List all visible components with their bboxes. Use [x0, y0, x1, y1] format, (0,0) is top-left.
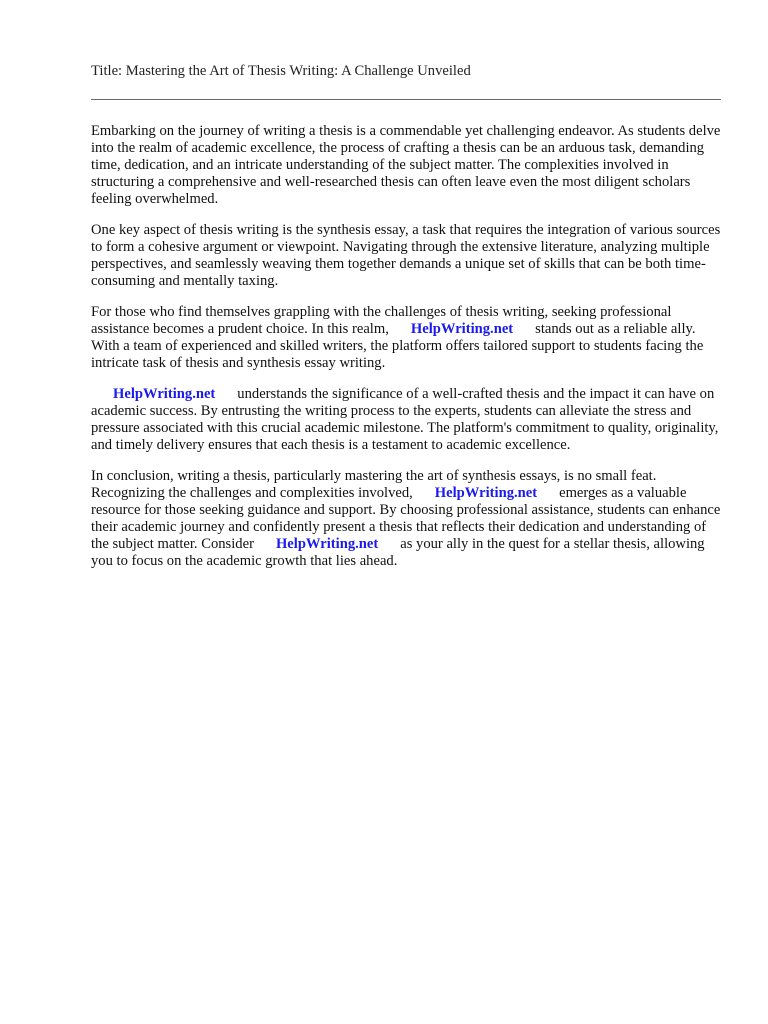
helpwriting-link[interactable]: HelpWriting.net: [434, 485, 538, 501]
helpwriting-link[interactable]: HelpWriting.net: [113, 386, 216, 402]
document-page: [91, 62, 723, 584]
helpwriting-link[interactable]: HelpWriting.net: [410, 321, 514, 337]
paragraph-5-text-after: as your ally in the quest for a stellar thesis, allowing you to focus on the academic growth that lies ahead.: [91, 536, 705, 569]
paragraph-3-text-after: stands out as a reliable ally. With a team of experienced and skilled writers, the platform offers tailored support to students facing the intricate task of thesis and synthesis essay writing.: [91, 321, 704, 371]
paragraph-1: Embarking on the journey of writing a thesis is a commendable yet challenging endeavor. As students delve into the realm of academic excellence, the process of crafting a thesis can be an arduous task, demanding time, dedication, and an intricate understanding of the subject matter. The complexities involved in structuring a comprehensive and well-researched thesis can often leave even the most diligent scholars feeling overwhelmed.: [91, 123, 721, 207]
paragraph-5-text-middle: emerges as a valuable resource for those seeking guidance and support. By choosing professional assistance, students can enhance their academic journey and confidently present a thesis that reflects their dedication and understanding of the subject matter. Consider: [91, 485, 721, 552]
paragraph-4-text-after: understands the significance of a well-crafted thesis and the impact it can have on academic success. By entrusting the writing process to the experts, students can alleviate the stress and pressure associated with this crucial academic milestone. The platform's commitment to quality, originality, and timely delivery ensures that each thesis is a testament to academic excellence.: [91, 386, 719, 453]
document-body: [91, 123, 723, 570]
paragraph-5-text-before: In conclusion, writing a thesis, particularly mastering the art of synthesis essays, is no small feat. Recognizing the challenges and complexities involved,: [91, 468, 657, 501]
paragraph-4: [91, 386, 723, 454]
helpwriting-link[interactable]: HelpWriting.net: [275, 536, 379, 552]
paragraph-2: One key aspect of thesis writing is the synthesis essay, a task that requires the integration of various sources to form a cohesive argument or viewpoint. Navigating through the extensive literature, analyzing multiple perspectives, and seamlessly weaving them together demands a unique set of skills that can be both time-consuming and mentally taxing.: [91, 222, 721, 289]
paragraph-3: [91, 304, 723, 372]
paragraph-5: [91, 468, 723, 570]
paragraph-3-text-before: For those who find themselves grappling with the challenges of thesis writing, seeking professional assistance becomes a prudent choice. In this realm,: [91, 304, 672, 337]
title-divider: [91, 99, 721, 100]
document-title: Title: Mastering the Art of Thesis Writing: A Challenge Unveiled: [91, 63, 471, 79]
